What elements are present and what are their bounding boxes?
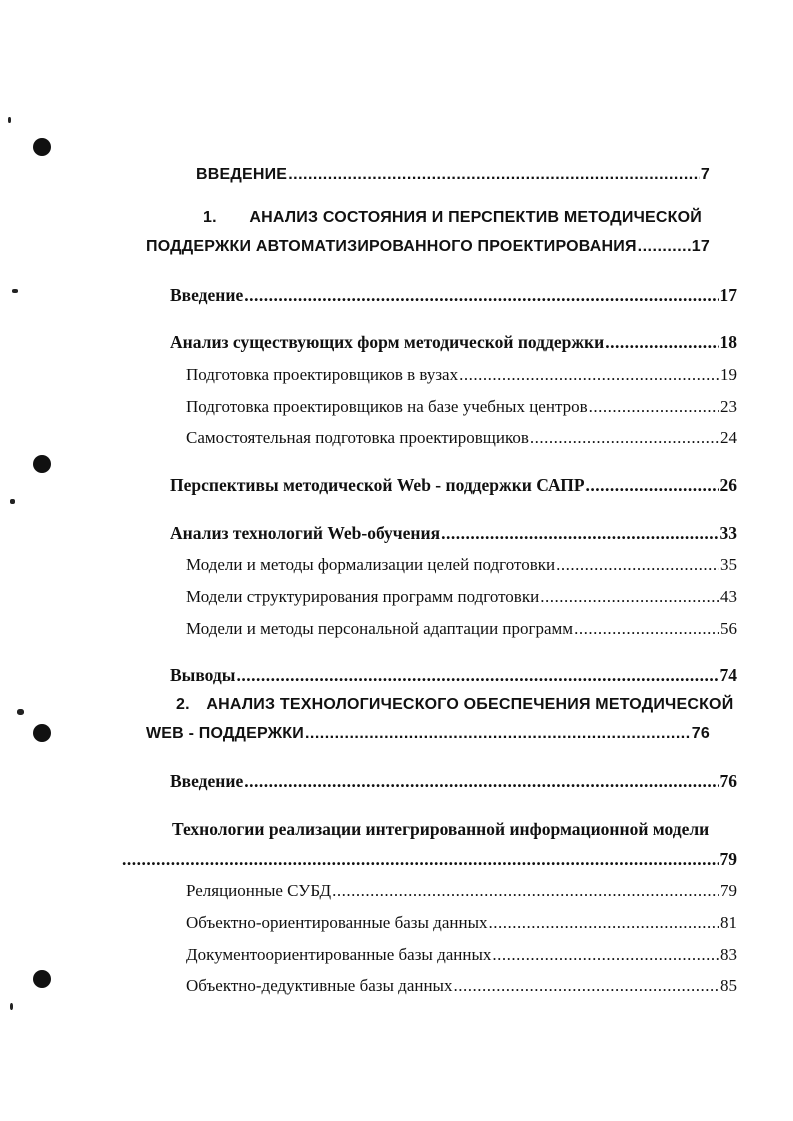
punch-hole (33, 138, 51, 156)
toc-entry-page: 17 (719, 285, 737, 305)
toc-entry-title: Анализ существующих форм методической поддержки (170, 332, 605, 352)
toc-entry-title: Введение (170, 285, 244, 305)
toc-dot-leader (586, 475, 719, 496)
toc-entry-page: 79 (719, 849, 737, 869)
toc-entry-page: 23 (720, 397, 737, 416)
toc-entry-title: Анализ технологий Web-обучения (170, 523, 441, 543)
chapter2-page: 76 (691, 725, 710, 742)
toc-entry-page: 18 (719, 332, 737, 352)
toc-entry-title: Объектно-дедуктивные базы данных (186, 976, 453, 995)
toc-subentry[interactable] (186, 555, 737, 575)
toc-entry-page: 56 (720, 619, 737, 638)
toc-entry[interactable] (170, 285, 737, 306)
toc-entry-page: 7 (700, 166, 710, 183)
toc-entry-page: 35 (720, 555, 737, 574)
toc-subentry[interactable] (186, 397, 737, 417)
toc-dot-leader (288, 166, 700, 184)
punch-hole (33, 455, 51, 473)
toc-dot-leader (453, 976, 719, 996)
toc-dot-leader (574, 619, 719, 639)
toc-entry-page: 19 (720, 365, 737, 384)
toc-entry-title: Перспективы методической Web - поддержки САПР (170, 475, 585, 495)
chapter1-title-line2: ПОДДЕРЖКИ АВТОМАТИЗИРОВАННОГО ПРОЕКТИРОВАНИЯ (146, 238, 637, 255)
chapter2-number: 2. (176, 696, 190, 713)
chapter1-title-line1: АНАЛИЗ СОСТОЯНИЯ И ПЕРСПЕКТИВ МЕТОДИЧЕСКОЙ (249, 209, 702, 226)
toc-entry-page: 33 (719, 523, 737, 543)
chapter2-heading-line2[interactable] (146, 725, 710, 743)
chapter1-heading-line1[interactable] (203, 209, 702, 227)
toc-entry-page: 43 (720, 587, 737, 606)
toc-entry-page: 24 (720, 428, 737, 447)
toc-subentry[interactable] (186, 365, 737, 385)
toc-subentry[interactable] (186, 945, 737, 965)
scan-speck (8, 117, 11, 123)
toc-subentry[interactable] (186, 913, 737, 933)
chapter2-title-line1: АНАЛИЗ ТЕХНОЛОГИЧЕСКОГО ОБЕСПЕЧЕНИЯ МЕТОДИЧЕСКОЙ (206, 696, 734, 713)
chapter2-heading-line1[interactable] (176, 696, 733, 714)
toc-entry-title: Модели и методы персональной адаптации программ (186, 619, 574, 638)
chapter2-title-line2: WEB - ПОДДЕРЖКИ (146, 725, 304, 742)
punch-hole (33, 724, 51, 742)
toc-entry-intro[interactable] (196, 166, 710, 184)
toc-dot-leader (332, 881, 719, 901)
chapter1-number: 1. (203, 209, 217, 226)
toc-entry[interactable] (170, 771, 737, 792)
toc-subentry[interactable] (186, 587, 737, 607)
toc-entry-title: Выводы (170, 665, 236, 685)
toc-dot-leader (305, 725, 691, 743)
toc-dot-leader (540, 587, 719, 607)
toc-dot-leader (556, 555, 719, 575)
toc-entry-title: Подготовка проектировщиков на базе учебных центров (186, 397, 588, 416)
toc-dot-leader (236, 665, 718, 686)
toc-entry-title: Документоориентированные базы данных (186, 945, 492, 964)
toc-dot-leader (488, 913, 719, 933)
punch-hole (33, 970, 51, 988)
toc-entry-wrapped-line2[interactable] (122, 849, 737, 870)
toc-entry-title: Реляционные СУБД (186, 881, 332, 900)
toc-entry[interactable] (170, 475, 737, 496)
toc-dot-leader (441, 523, 718, 544)
toc-entry-title: Модели структурирования программ подготовки (186, 587, 540, 606)
toc-dot-leader (244, 771, 718, 792)
scan-speck (17, 709, 24, 715)
toc-dot-leader (589, 397, 719, 417)
toc-subentry[interactable] (186, 976, 737, 996)
toc-dot-leader (122, 849, 719, 870)
chapter1-page: 17 (691, 238, 710, 255)
toc-entry-title: Объектно-ориентированные базы данных (186, 913, 488, 932)
toc-dot-leader (244, 285, 718, 306)
toc-entry-page: 83 (720, 945, 737, 964)
toc-entry-title: Модели и методы формализации целей подготовки (186, 555, 556, 574)
scan-speck (12, 289, 18, 293)
toc-dot-leader (605, 332, 718, 353)
toc-entry[interactable] (170, 665, 737, 686)
toc-entry-title: Самостоятельная подготовка проектировщиков (186, 428, 529, 447)
toc-entry-page: 85 (720, 976, 737, 995)
toc-entry-title: ВВЕДЕНИЕ (196, 166, 288, 183)
toc-entry-wrapped-line1[interactable] (172, 819, 709, 840)
toc-entry-page: 76 (719, 771, 737, 791)
toc-entry[interactable] (170, 332, 737, 353)
toc-subentry[interactable] (186, 428, 737, 448)
toc-entry-title: Подготовка проектировщиков в вузах (186, 365, 459, 384)
toc-dot-leader (530, 428, 719, 448)
toc-entry[interactable] (170, 523, 737, 544)
toc-entry-page: 79 (720, 881, 737, 900)
toc-subentry[interactable] (186, 619, 737, 639)
toc-entry-title: Технологии реализации интегрированной информационной модели (172, 819, 710, 839)
chapter1-heading-line2[interactable] (146, 238, 710, 256)
scan-speck (10, 1003, 13, 1010)
toc-entry-title: Введение (170, 771, 244, 791)
toc-dot-leader (492, 945, 719, 965)
toc-dot-leader (638, 238, 691, 256)
toc-subentry[interactable] (186, 881, 737, 901)
toc-entry-page: 74 (719, 665, 737, 685)
toc-entry-page: 26 (719, 475, 737, 495)
scan-speck (10, 499, 15, 504)
toc-entry-page: 81 (720, 913, 737, 932)
toc-dot-leader (459, 365, 719, 385)
